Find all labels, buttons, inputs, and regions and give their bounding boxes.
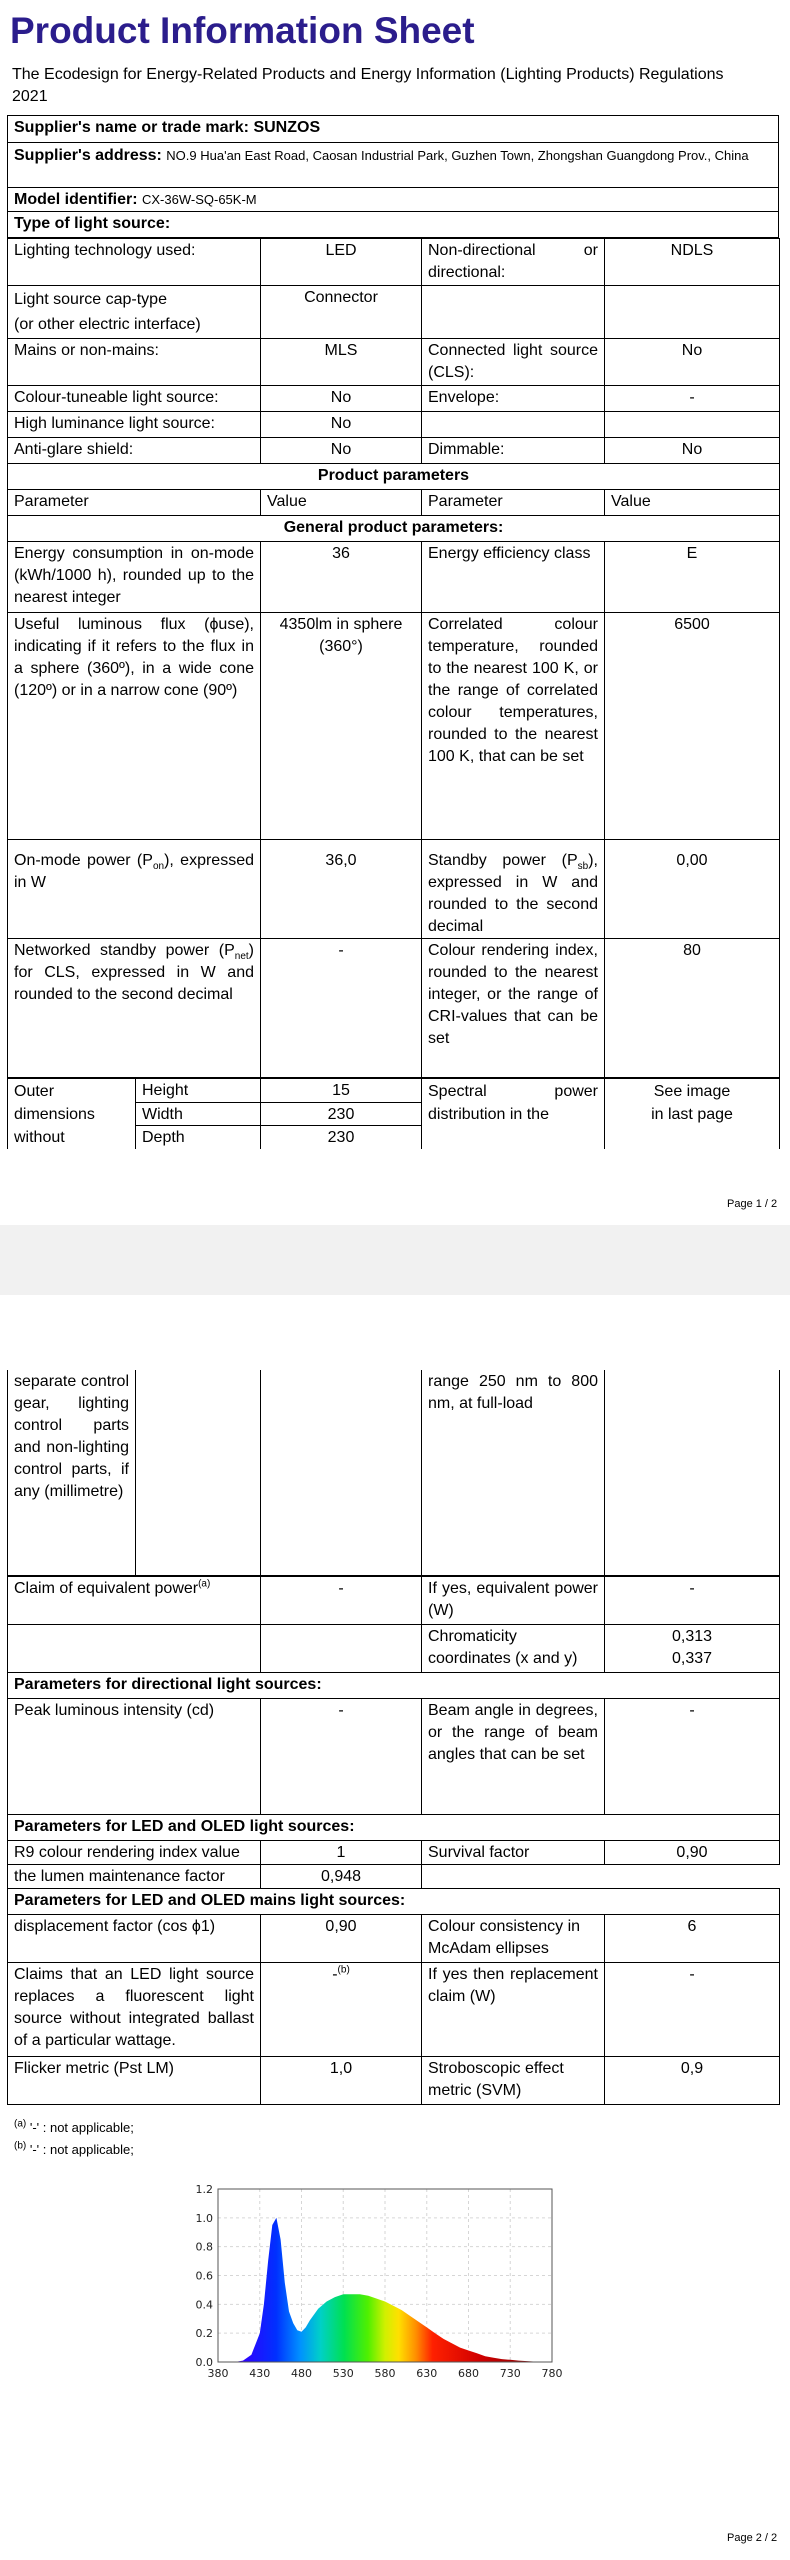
equiv-value: - <box>261 1576 422 1624</box>
x-tick-label: 580 <box>374 2367 396 2379</box>
envelope-value: - <box>605 386 780 412</box>
flicker-label: Flicker metric (Pst LM) <box>8 2056 261 2104</box>
depth-label: Depth <box>136 1126 261 1149</box>
supplier-table <box>7 115 779 238</box>
dimmable-label: Dimmable: <box>422 438 605 464</box>
empty-cell <box>261 1624 422 1672</box>
depth-value: 230 <box>261 1126 422 1149</box>
page-separator <box>0 1225 790 1295</box>
x-tick-label: 780 <box>541 2367 563 2379</box>
cct-value: 6500 <box>605 613 780 840</box>
lumen-value: 0,948 <box>261 1864 422 1888</box>
y-tick-label: 0.8 <box>195 2240 213 2254</box>
tech-value: LED <box>261 239 422 286</box>
strobo-label: Stroboscopic effect metric (SVM) <box>422 2056 605 2104</box>
page-number: Page 2 / 2 <box>727 2532 778 2544</box>
empty-cell <box>8 1624 261 1672</box>
dimensions-table-p2 <box>7 1370 780 1576</box>
tuneable-value: No <box>261 386 422 412</box>
beam-value: - <box>605 1698 780 1814</box>
supplier-address-cell: Supplier's address: NO.9 Hua'an East Road, Caosan Industrial Park, Guzhen Town, Zhongshan Guangdong Prov., China <box>8 143 779 188</box>
spd-value: See image in last page <box>605 1079 780 1150</box>
spectral-power-chart <box>190 2179 570 2379</box>
netstandby-label: Networked standby power $(P_{net})$ for CLS, expressed in W and rounded to the second decimal <box>8 939 261 1078</box>
outer-dimensions-label: Outer dimensions without <box>8 1079 136 1150</box>
footnotes <box>14 2117 134 2161</box>
consistency-value: 6 <box>605 1914 780 1962</box>
antiglare-label: Anti-glare shield: <box>8 438 261 464</box>
page-title: Product Information Sheet <box>10 10 475 51</box>
survival-value: 0,90 <box>605 1840 780 1864</box>
x-tick-label: 430 <box>249 2367 271 2379</box>
nondir-value: NDLS <box>605 239 780 286</box>
col-value-header: Value <box>605 490 780 516</box>
chroma-label: Chromaticity coordinates (x and y) <box>422 1624 605 1672</box>
efficiency-label: Energy efficiency class <box>422 542 605 613</box>
y-tick-label: 0.2 <box>195 2327 213 2341</box>
x-tick-label: 630 <box>416 2367 438 2379</box>
flux-label: Useful luminous flux (ϕuse), indicating if it refers to the flux in a sphere (360º), in a wide cone (120º) or in a narrow cone (90º) <box>8 613 261 840</box>
cct-label: Correlated colour temperature, rounded to the nearest 100 K, or the range of correlated colour temperatures, rounded to the nearest 100 K, that can be set <box>422 613 605 840</box>
r9-value: 1 <box>261 1840 422 1864</box>
page-number: Page 1 / 2 <box>727 1198 778 1210</box>
continued-table-block <box>7 1370 779 2105</box>
highlum-label: High luminance light source: <box>8 412 261 438</box>
tuneable-label: Colour-tuneable light source: <box>8 386 261 412</box>
mains-value: MLS <box>261 339 422 386</box>
empty-cell <box>136 1370 261 1575</box>
chroma-value: 0,313 0,337 <box>605 1624 780 1672</box>
standby-value: 0,00 <box>605 840 780 939</box>
spd-label-cont: range 250 nm to 800 nm, at full-load <box>422 1370 605 1575</box>
light-source-table <box>7 238 780 1078</box>
model-identifier-cell: Model identifier: CX-36W-SQ-65K-M <box>8 188 779 212</box>
outer-dimensions-label-cont: separate control gear, lighting control parts and non-lighting control parts, if any (millimetre) <box>8 1370 136 1575</box>
params-table-p2 <box>7 1576 780 2105</box>
power-value: 36,0 <box>261 840 422 939</box>
survival-label: Survival factor <box>422 1840 605 1864</box>
disp-value: 0,90 <box>261 1914 422 1962</box>
x-tick-label: 730 <box>499 2367 521 2379</box>
cap-label: Light source cap-type (or other electric interface) <box>8 286 261 339</box>
cri-value: 80 <box>605 939 780 1078</box>
equiv-label: Claim of equivalent power$^{(a)}$ <box>8 1576 261 1624</box>
equiv-power-label: If yes, equivalent power (W) <box>422 1576 605 1624</box>
led-mains-heading: Parameters for LED and OLED mains light sources: <box>8 1888 780 1914</box>
beam-label: Beam angle in degrees, or the range of beam angles that can be set <box>422 1698 605 1814</box>
equiv-power-value: - <box>605 1576 780 1624</box>
energy-value: 36 <box>261 542 422 613</box>
col-param-header: Parameter <box>422 490 605 516</box>
directional-heading: Parameters for directional light sources: <box>8 1672 780 1698</box>
width-value: 230 <box>261 1102 422 1126</box>
y-tick-label: 0.4 <box>195 2298 213 2312</box>
nondir-label: Non-directional or directional: <box>422 239 605 286</box>
x-tick-label: 380 <box>207 2367 229 2379</box>
page-1 <box>0 0 790 1225</box>
y-tick-label: 1.2 <box>195 2183 213 2196</box>
height-value: 15 <box>261 1079 422 1103</box>
strobo-value: 0,9 <box>605 2056 780 2104</box>
y-tick-label: 0.0 <box>195 2356 213 2369</box>
flicker-value: 1,0 <box>261 2056 422 2104</box>
col-value-header: Value <box>261 490 422 516</box>
replacement-value: - <box>605 1962 780 2056</box>
empty-cell <box>605 412 780 438</box>
r9-label: R9 colour rendering index value <box>8 1840 261 1864</box>
power-label: On-mode power $(P_{on})$, expressed in W <box>8 840 261 939</box>
cap-value: Connector <box>261 286 422 339</box>
x-tick-label: 480 <box>291 2367 312 2379</box>
dimensions-table-p1 <box>7 1078 780 1149</box>
cls-label: Connected light source (CLS): <box>422 339 605 386</box>
consistency-label: Colour consistency in McAdam ellipses <box>422 1914 605 1962</box>
height-label: Height <box>136 1079 261 1103</box>
width-label: Width <box>136 1102 261 1126</box>
footnote-b: $^{(b)}$ '-' : not applicable; <box>14 2140 134 2157</box>
netstandby-value: - <box>261 939 422 1078</box>
envelope-label: Envelope: <box>422 386 605 412</box>
claims-value: -$^{(b)}$ <box>261 1962 422 2056</box>
tech-label: Lighting technology used: <box>8 239 261 286</box>
spd-label: Spectral power distribution in the <box>422 1079 605 1150</box>
cls-value: No <box>605 339 780 386</box>
empty-cell <box>605 286 780 339</box>
col-param-header: Parameter <box>8 490 261 516</box>
page-2 <box>0 1295 790 2560</box>
flux-value: 4350lm in sphere (360°) <box>261 613 422 840</box>
energy-label: Energy consumption in on-mode (kWh/1000 h), rounded up to the nearest integer <box>8 542 261 613</box>
regulation-subtitle: The Ecodesign for Energy-Related Products and Energy Information (Lighting Products) Regulations 2021 <box>12 66 724 105</box>
y-tick-label: 1.0 <box>195 2211 213 2225</box>
mains-label: Mains or non-mains: <box>8 339 261 386</box>
led-heading: Parameters for LED and OLED light sources: <box>8 1814 780 1840</box>
supplier-block <box>7 115 779 1149</box>
highlum-value: No <box>261 412 422 438</box>
product-params-heading: Product parameters <box>8 464 780 490</box>
standby-label: Standby power $(P_{sb})$, expressed in W and rounded to the second decimal <box>422 840 605 939</box>
general-params-heading: General product parameters: <box>8 516 780 542</box>
cri-label: Colour rendering index, rounded to the nearest integer, or the range of CRI-values that can be set <box>422 939 605 1078</box>
replacement-label: If yes then replacement claim (W) <box>422 1962 605 2056</box>
claims-label: Claims that an LED light source replaces a fluorescent light source without integrated ballast of a particular wattage. <box>8 1962 261 2056</box>
efficiency-value: E <box>605 542 780 613</box>
y-tick-label: 0.6 <box>195 2269 213 2283</box>
peak-label: Peak luminous intensity (cd) <box>8 1698 261 1814</box>
empty-cell <box>422 286 605 339</box>
disp-label: displacement factor (cos ϕ1) <box>8 1914 261 1962</box>
empty-cell <box>422 412 605 438</box>
footnote-a: $^{(a)}$ '-' : not applicable; <box>14 2118 134 2135</box>
empty-cell <box>605 1370 780 1575</box>
lumen-label: the lumen maintenance factor <box>8 1864 261 1888</box>
supplier-name-cell: Supplier's name or trade mark: SUNZOS <box>8 116 779 143</box>
empty-cell <box>422 1864 605 1888</box>
light-source-heading: Type of light source: <box>8 212 779 238</box>
empty-cell <box>605 1864 780 1888</box>
peak-value: - <box>261 1698 422 1814</box>
dimmable-value: No <box>605 438 780 464</box>
x-tick-label: 530 <box>332 2367 354 2379</box>
empty-cell <box>261 1370 422 1575</box>
antiglare-value: No <box>261 438 422 464</box>
x-tick-label: 680 <box>458 2367 479 2379</box>
